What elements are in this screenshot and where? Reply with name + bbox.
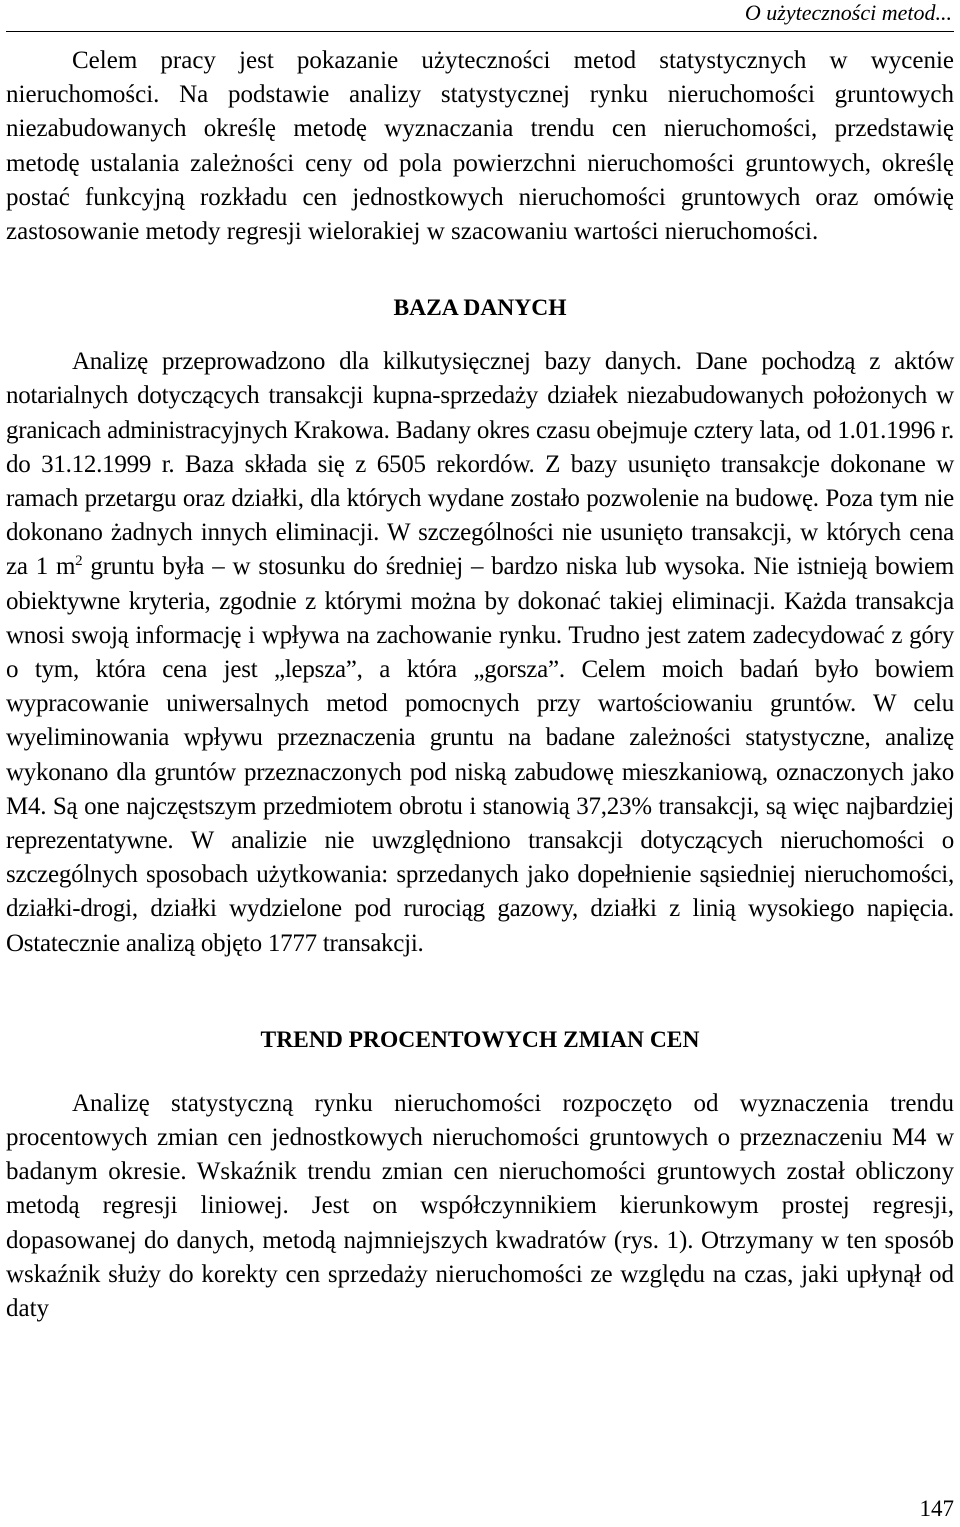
running-title: O użyteczności metod... [744,0,952,25]
trend-paragraph: Analizę statystyczną rynku nieruchomości rozpoczęto od wyznaczenia trendu procentowych zmian cen jednostkowych nieruchomości gruntowych o przeznaczeniu M4 w badanym okresie. Wskaźnik trendu zmian cen nieruchomości gruntowych został obliczony metodą regresji liniowej. Jest on współczynnikiem kierunkowym prostej regresji, dopasowanej do danych, metodą najmniejszych kwadratów (rys. 1). Otrzymany w ten sposób wskaźnik służy do korekty cen sprzedaży nieruchomości ze względu na czas, jaki upłynął od daty [6,1089,954,1323]
page-content [6,44,954,1326]
baza-danych-text-part2: gruntu była – w stosunku do średniej – bardzo niska lub wysoka. Nie istnieją bowiem obiektywne kryteria, zgodnie z którymi można by dokonać takiej eliminacji. Każda transakcja wnosi swoją informację i wpływa na zachowanie rynku. Trudno jest zatem zadecydować z góry o tym, która cena jest „lepsza”, a która „gorsza”. Celem moich badań było bowiem wypracowanie uniwersalnych metod pomocnych przy wartościowaniu gruntów. W celu wyeliminowania wpływu przeznaczenia gruntu na badane zależności statystyczne, analizę wykonano dla gruntów przeznaczonych pod niską zabudowę mieszkaniową, oznaczonych jako M4. Są one najczęstszym przedmiotem obrotu i stanowią 37,23% transakcji, są więc najbardziej reprezentatywne. W analizie nie uwzględniono transakcji dotyczących nieruchomości o szczególnych sposobach użytkowania: sprzedanych jako dopełnienie sąsiedniej nieruchomości, działki-drogi, działki wydzielone pod rurociąg gazowy, działki z linią wysokiego napięcia. Ostatecznie analizą objęto 1777 transakcji. [6,553,954,957]
section-heading-trend: TREND PROCENTOWYCH ZMIAN CEN [260,1026,700,1053]
section-heading-baza-danych: BAZA DANYCH [393,295,567,322]
header-rule [6,31,954,32]
intro-paragraph: Celem pracy jest pokazanie użyteczności metod statystycznych w wycenie nieruchomości. Na podstawie analizy statystycznej rynku nieruchomości gruntowych niezabudowanych określę metodę wyznaczania trendu cen nieruchomości, przedstawię metodę ustalania zależności ceny od pola powierzchni nieruchomości gruntowych, określę postać funkcyjną rozkładu cen jednostkowych nieruchomości gruntowych oraz omówię zastosowanie metody regresji wielorakiej w szacowaniu wartości nieruchomości. [6,47,954,246]
baza-danych-text-part1: Analizę przeprowadzono dla kilkutysięcznej bazy danych. Dane pochodzą z aktów notarialnych dotyczących transakcji kupna-sprzedaży działek niezabudowanych położonych w granicach administracyjnych Krakowa. Badany okres czasu obejmuje cztery lata, od 1.01.1996 r. do 31.12.1999 r. Baza składa się z 6505 rekordów. Z bazy usunięto transakcje dokonane w ramach przetargu oraz działki, dla których wydane zostało pozwolenie na budowę. Poza tym nie dokonano żadnych innych eliminacji. W szczególności nie usunięto transakcji, w których cena za 1 m [6,348,954,581]
superscript-exponent: 2 [75,553,83,570]
baza-danych-paragraph [6,345,954,961]
page-number: 147 [919,1496,954,1521]
